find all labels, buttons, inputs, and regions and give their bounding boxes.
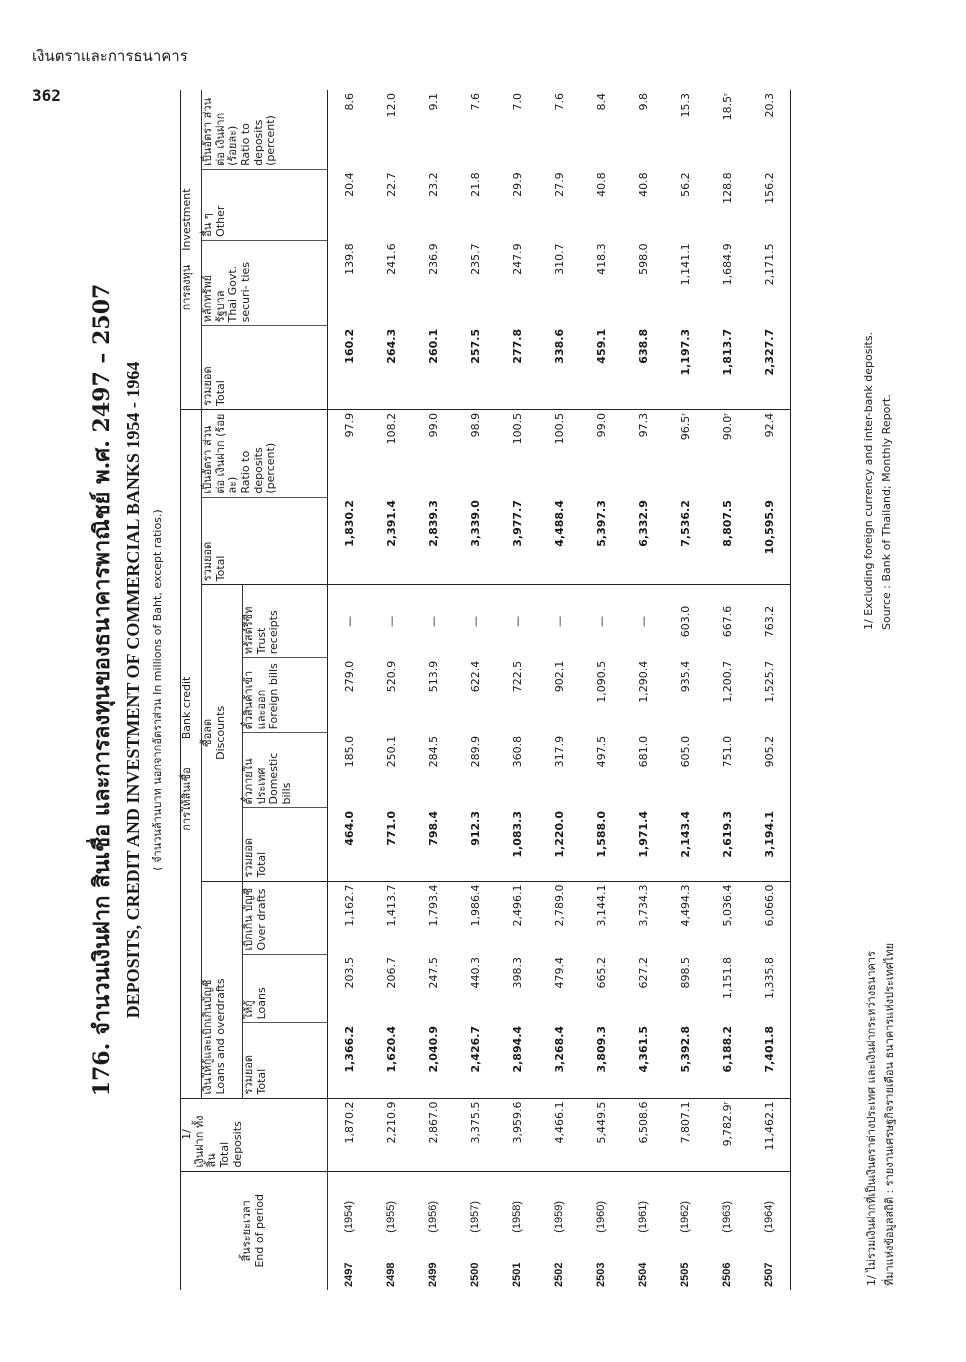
cell-loans-total: 2,040.9 (412, 1023, 454, 1098)
cell-ce-year: (1961) (637, 1200, 649, 1233)
cell-trust: — (342, 616, 356, 627)
header-deposits-en: Total deposits (217, 1121, 244, 1168)
cell-foreign: 1,525.7 (748, 658, 791, 733)
header-invest-ratio (202, 90, 328, 169)
table-row (496, 90, 538, 1290)
rotated-table-page (82, 90, 896, 1290)
header-domestic-th: ตั๋วภายใน ประเทศ (242, 758, 268, 805)
cell-invest-ratio: 15.3 (678, 93, 692, 118)
header-invest-total-th: รวมยอด (201, 366, 214, 406)
header-deposits-th: เงินฝาก ทั้งสิ้น (192, 1115, 219, 1168)
cell-be-year: 2497 (343, 1262, 355, 1287)
cell-invest-total: 260.1 (412, 326, 454, 409)
cell-invest-total: 1,813.7 (706, 326, 748, 409)
cell-invest-ratio: 9.8 (636, 93, 650, 111)
header-govt-en: Thai Govt. securi- ties (226, 261, 252, 323)
cell-trust: — (426, 616, 440, 627)
header-credit-total (202, 497, 328, 585)
footnote-thai: 1/ ไม่รวมเงินฝากที่เป็นเงินตราต่างประเทศ และเงินฝากระหว่างธนาคาร (865, 951, 878, 1286)
cell-overdrafts: 1,986.4 (468, 884, 482, 927)
cell-other: 20.4 (342, 172, 356, 197)
cell-trust: 763.2 (748, 585, 791, 658)
cell-loans: 203.5 (342, 957, 356, 989)
table-row (622, 90, 664, 1290)
cell-invest-ratio: 12.0 (384, 93, 398, 118)
header-overdrafts-th: เบิกเกิน บัญชี (242, 887, 255, 951)
cell-invest-ratio: 20.3 (748, 90, 791, 169)
header-credit-ratio-th: เป็นอัตรา ส่วนต่อ เงินฝาก (ร้อยละ) (201, 413, 240, 494)
footnote-english: 1/ Excluding foreign currency and inter-bank deposits. (862, 331, 875, 630)
cell-loans: 440.3 (468, 957, 482, 989)
cell-foreign: 1,200.7 (720, 660, 734, 703)
cell-be-year: 2501 (511, 1262, 523, 1287)
cell-credit-ratio: 100.5 (510, 412, 524, 445)
cell-foreign: 902.1 (552, 660, 566, 693)
header-period-en: End of period (253, 1194, 266, 1268)
cell-other: 156.2 (748, 169, 791, 240)
cell-be-year: 2507 (748, 1236, 791, 1290)
cell-invest-total: 2,327.7 (748, 326, 791, 409)
cell-deposits: 2,867.0 (412, 1098, 454, 1171)
source-english: Source : Bank of Thailand; Monthly Report. (880, 394, 893, 630)
cell-foreign: 935.4 (678, 660, 692, 693)
page-number: 362 (32, 86, 61, 105)
cell-credit-ratio: 99.0 (594, 412, 608, 438)
cell-overdrafts: 2,496.1 (510, 884, 524, 927)
cell-domestic: 250.1 (384, 735, 398, 768)
cell-loans-total: 3,809.3 (580, 1023, 622, 1098)
header-overdrafts-en: Over drafts (254, 888, 268, 951)
header-trust-en: Trust receipts (254, 610, 281, 655)
cell-invest-ratio: 9.1 (426, 93, 440, 111)
cell-discounts-total: 464.0 (328, 808, 371, 881)
cell-credit-ratio: 90.0ʳ (720, 412, 734, 441)
cell-domestic: 751.0 (720, 735, 734, 768)
cell-loans-total: 7,401.8 (748, 1023, 791, 1098)
cell-deposits: 4,466.1 (538, 1098, 580, 1171)
cell-govt: 418.3 (594, 243, 608, 275)
cell-credit-total: 2,391.4 (370, 497, 412, 585)
header-trust-th: ทรัสต์รีซีท (242, 606, 255, 655)
cell-deposits: 2,210.9 (370, 1098, 412, 1171)
cell-overdrafts: 1,793.4 (426, 884, 440, 927)
cell-credit-total: 2,839.3 (412, 497, 454, 585)
header-invest-total-en: Total (213, 380, 227, 406)
header-discounts-en: Discounts (213, 705, 227, 760)
header-loans-group-en: Loans and overdrafts (213, 978, 227, 1095)
cell-trust: 603.0 (678, 605, 692, 638)
header-investment (181, 90, 202, 409)
cell-other: 40.8 (594, 172, 608, 197)
cell-be-year: 2499 (427, 1262, 439, 1287)
cell-ce-year: (1957) (469, 1200, 481, 1233)
cell-trust: — (384, 616, 398, 627)
cell-invest-ratio: 8.4 (594, 93, 608, 111)
cell-ce-year: (1964) (748, 1171, 791, 1236)
cell-domestic: 317.9 (552, 735, 566, 768)
cell-credit-ratio: 92.4 (748, 409, 791, 497)
cell-invest-total: 277.8 (496, 326, 538, 409)
header-loans (243, 954, 328, 1023)
header-overdrafts (243, 881, 328, 954)
book-title: เงินตราและการธนาคาร (32, 47, 188, 65)
cell-loans: 1,335.8 (748, 954, 791, 1023)
cell-ce-year: (1956) (427, 1200, 439, 1233)
table-row (370, 90, 412, 1290)
cell-discounts-total: 2,143.4 (664, 808, 706, 881)
header-period-th: สิ้นระยะเวลา (240, 1200, 254, 1262)
cell-foreign: 722.5 (510, 660, 524, 693)
cell-ce-year: (1963) (721, 1200, 733, 1233)
header-discounts-th: ซื้อลด (201, 718, 214, 747)
cell-other: 21.8 (468, 172, 482, 197)
cell-credit-total: 3,977.7 (496, 497, 538, 585)
cell-be-year: 2500 (469, 1262, 481, 1287)
cell-discounts-total: 771.0 (370, 808, 412, 881)
cell-loans: 627.2 (636, 957, 650, 989)
cell-credit-total: 5,397.3 (580, 497, 622, 585)
cell-other: 56.2 (678, 172, 692, 197)
header-domestic-en: Domestic bills (267, 752, 293, 805)
deposits-credit-table (180, 90, 791, 1290)
cell-deposits: 6,508.6 (622, 1098, 664, 1171)
header-invest-ratio-en: Ratio to deposits (percent) (238, 115, 278, 166)
cell-loans: 247.5 (426, 957, 440, 989)
cell-credit-total: 1,830.2 (328, 497, 371, 585)
cell-credit-total: 8,807.5 (706, 497, 748, 585)
cell-credit-ratio: 97.9 (342, 412, 356, 438)
header-investment-th: การลงทุน (180, 264, 193, 311)
header-loans-th: ให้กู้ (242, 1000, 255, 1020)
cell-loans-total: 2,426.7 (454, 1023, 496, 1098)
cell-other: 29.9 (510, 172, 524, 197)
cell-invest-total: 1,197.3 (664, 326, 706, 409)
cell-loans: 206.7 (384, 957, 398, 989)
cell-ce-year: (1959) (553, 1200, 565, 1233)
cell-trust: — (552, 616, 566, 627)
cell-discounts-total: 912.3 (454, 808, 496, 881)
cell-loans: 898.5 (678, 957, 692, 989)
cell-credit-total: 6,332.9 (622, 497, 664, 585)
cell-other: 40.8 (636, 172, 650, 197)
header-loans-total (243, 1023, 328, 1098)
cell-credit-total: 10,595.9 (748, 497, 791, 585)
cell-invest-ratio: 8.6 (342, 93, 356, 111)
cell-loans: 1,151.8 (720, 957, 734, 1000)
header-bank-credit-th: การให้สินเชื่อ (180, 767, 193, 831)
header-credit-total-en: Total (213, 555, 227, 582)
cell-invest-ratio: 7.6 (468, 93, 482, 111)
cell-loans-total: 5,392.8 (664, 1023, 706, 1098)
cell-discounts-total: 3,194.1 (748, 808, 791, 881)
cell-deposits: 5,449.5 (580, 1098, 622, 1171)
cell-other: 22.7 (384, 172, 398, 197)
cell-overdrafts: 2,789.0 (552, 884, 566, 927)
cell-ce-year: (1960) (595, 1200, 607, 1233)
cell-credit-ratio: 108.2 (384, 412, 398, 445)
cell-trust: — (510, 616, 524, 627)
header-deposits-note: 1/ (180, 1129, 193, 1140)
cell-deposits: 3,959.6 (496, 1098, 538, 1171)
cell-foreign: 1,290.4 (636, 660, 650, 703)
cell-credit-total: 3,339.0 (454, 497, 496, 585)
cell-be-year: 2503 (595, 1262, 607, 1287)
table-body (328, 90, 791, 1290)
cell-overdrafts: 4,494.3 (678, 884, 692, 927)
cell-overdrafts: 3,144.1 (594, 884, 608, 927)
header-foreign (243, 658, 328, 733)
header-discounts-total-en: Total (254, 851, 268, 878)
header-govt-th: หลักทรัพย์ รัฐบาล (201, 274, 227, 323)
cell-credit-ratio: 96.5ʳ (678, 412, 692, 441)
cell-invest-ratio: 18.5ʳ (720, 93, 734, 121)
header-deposits (181, 1098, 328, 1171)
header-loans-total-th: รวมยอด (242, 1054, 255, 1095)
cell-overdrafts: 1,162.7 (342, 884, 356, 927)
cell-loans: 479.4 (552, 957, 566, 989)
cell-invest-ratio: 7.6 (552, 93, 566, 111)
table-row (454, 90, 496, 1290)
cell-overdrafts: 6,066.0 (748, 881, 791, 954)
cell-credit-total: 7,536.2 (664, 497, 706, 585)
header-loans-en: Loans (254, 987, 268, 1020)
cell-loans-total: 2,894.4 (496, 1023, 538, 1098)
cell-discounts-total: 1,220.0 (538, 808, 580, 881)
table-row (328, 90, 371, 1290)
cell-other: 23.2 (426, 172, 440, 197)
header-investment-en: Investment (180, 188, 193, 251)
cell-govt: 241.6 (384, 243, 398, 275)
cell-foreign: 513.9 (426, 660, 440, 693)
cell-govt: 1,141.1 (678, 243, 692, 286)
table-row (706, 90, 748, 1290)
cell-govt: 235.7 (468, 243, 482, 275)
cell-other: 128.8 (720, 172, 734, 204)
cell-discounts-total: 1,588.0 (580, 808, 622, 881)
cell-deposits: 7,807.1 (664, 1098, 706, 1171)
cell-govt: 598.0 (636, 243, 650, 275)
cell-trust: — (636, 616, 650, 627)
cell-foreign: 1,090.5 (594, 660, 608, 703)
cell-domestic: 497.5 (594, 735, 608, 768)
cell-trust: — (594, 616, 608, 627)
cell-loans-total: 1,620.4 (370, 1023, 412, 1098)
table-row (538, 90, 580, 1290)
cell-domestic: 605.0 (678, 735, 692, 768)
header-other (202, 169, 328, 240)
header-invest-ratio-th: เป็นอัตรา ส่วนต่อ เงินฝาก (ร้อยละ) (201, 97, 240, 166)
cell-be-year: 2502 (553, 1262, 565, 1287)
cell-be-year: 2505 (679, 1262, 691, 1287)
cell-domestic: 681.0 (636, 735, 650, 768)
source-thai: ที่มาแห่งข้อมูลสถิติ : รายงานเศรษฐกิจรายเดือน ธนาคารแห่งประเทศไทย (883, 942, 896, 1286)
cell-credit-ratio: 98.9 (468, 412, 482, 438)
cell-invest-total: 338.6 (538, 326, 580, 409)
cell-loans: 665.2 (594, 957, 608, 989)
cell-credit-total: 4,488.4 (538, 497, 580, 585)
cell-foreign: 622.4 (468, 660, 482, 693)
cell-govt: 310.7 (552, 243, 566, 275)
cell-domestic: 284.5 (426, 735, 440, 768)
cell-trust: 667.6 (720, 605, 734, 638)
cell-discounts-total: 798.4 (412, 808, 454, 881)
cell-overdrafts: 1,413.7 (384, 884, 398, 927)
cell-foreign: 279.0 (342, 660, 356, 693)
cell-ce-year: (1958) (511, 1200, 523, 1233)
cell-invest-total: 160.2 (328, 326, 371, 409)
cell-ce-year: (1955) (385, 1200, 397, 1233)
cell-discounts-total: 1,971.4 (622, 808, 664, 881)
header-other-en: Other (213, 205, 227, 237)
header-other-th: อื่น ๆ (201, 213, 214, 237)
table-row (580, 90, 622, 1290)
cell-credit-ratio: 97.3 (636, 412, 650, 438)
header-discounts (202, 585, 243, 881)
cell-govt: 247.9 (510, 243, 524, 275)
header-credit-ratio (202, 409, 328, 497)
cell-deposits: 9,782.9ʳ (706, 1098, 748, 1171)
header-credit-total-th: รวมยอด (201, 541, 214, 582)
cell-govt: 2,171.5 (748, 240, 791, 326)
cell-discounts-total: 2,619.3 (706, 808, 748, 881)
cell-ce-year: (1954) (343, 1200, 355, 1233)
cell-loans-total: 6,188.2 (706, 1023, 748, 1098)
cell-invest-ratio: 7.0 (510, 93, 524, 111)
cell-govt: 1,684.9 (720, 243, 734, 286)
table-titles (82, 90, 166, 1290)
header-period (181, 1171, 328, 1290)
cell-domestic: 185.0 (342, 735, 356, 768)
cell-loans-total: 1,366.2 (328, 1023, 371, 1098)
cell-credit-ratio: 99.0 (426, 412, 440, 438)
cell-loans-total: 4,361.5 (622, 1023, 664, 1098)
cell-invest-total: 257.5 (454, 326, 496, 409)
header-loans-total-en: Total (254, 1068, 268, 1095)
header-bank-credit-en: Bank credit (180, 676, 193, 740)
cell-be-year: 2498 (385, 1262, 397, 1287)
header-discounts-total (243, 808, 328, 881)
header-invest-total (202, 326, 328, 409)
cell-trust: — (468, 616, 482, 627)
cell-domestic: 905.2 (748, 733, 791, 808)
cell-other: 27.9 (552, 172, 566, 197)
table-row (412, 90, 454, 1290)
cell-be-year: 2506 (721, 1262, 733, 1287)
header-foreign-en: Foreign bills (267, 663, 281, 730)
cell-deposits: 11,462.1 (748, 1098, 791, 1171)
cell-govt: 139.8 (342, 243, 356, 275)
header-loans-group (202, 881, 243, 1098)
cell-deposits: 1,870.2 (328, 1098, 371, 1171)
cell-ce-year: (1962) (679, 1200, 691, 1233)
cell-govt: 236.9 (426, 243, 440, 275)
header-trust (243, 585, 328, 658)
header-credit-ratio-en: Ratio to deposits (percent) (238, 442, 278, 494)
header-foreign-th: ตั๋วสินค้าเข้า และออก (242, 670, 268, 730)
cell-invest-total: 638.8 (622, 326, 664, 409)
title-thai: 176. จำนวนเงินฝาก สินเชื่อ และการลงทุนของธนาคารพาณิชย์ พ.ศ. 2497 – 2507 (89, 283, 115, 1097)
cell-loans-total: 3,268.4 (538, 1023, 580, 1098)
cell-loans: 398.3 (510, 957, 524, 989)
header-discounts-total-th: รวมยอด (242, 837, 255, 878)
cell-credit-ratio: 100.5 (552, 412, 566, 445)
cell-invest-total: 459.1 (580, 326, 622, 409)
cell-be-year: 2504 (637, 1262, 649, 1287)
header-loans-group-th: เงินให้กู้และเบิกเกินบัญชี (201, 979, 214, 1095)
cell-discounts-total: 1,083.3 (496, 808, 538, 881)
cell-overdrafts: 3,734.3 (636, 884, 650, 927)
title-english: DEPOSITS, CREDIT AND INVESTMENT OF COMMERCIAL BANKS 1954 - 1964 (123, 361, 143, 1019)
header-domestic (243, 733, 328, 808)
cell-domestic: 360.8 (510, 735, 524, 768)
table-row (664, 90, 706, 1290)
cell-foreign: 520.9 (384, 660, 398, 693)
title-units: ( จำนวนล้านบาท นอกจากอัตราส่วน In millions of Baht, except ratios.) (151, 509, 164, 871)
cell-domestic: 289.9 (468, 735, 482, 768)
cell-deposits: 3,375.5 (454, 1098, 496, 1171)
header-bank-credit (181, 409, 202, 1098)
cell-invest-total: 264.3 (370, 326, 412, 409)
cell-overdrafts: 5,036.4 (720, 884, 734, 927)
header-govt (202, 240, 328, 326)
table-row (748, 90, 791, 1290)
